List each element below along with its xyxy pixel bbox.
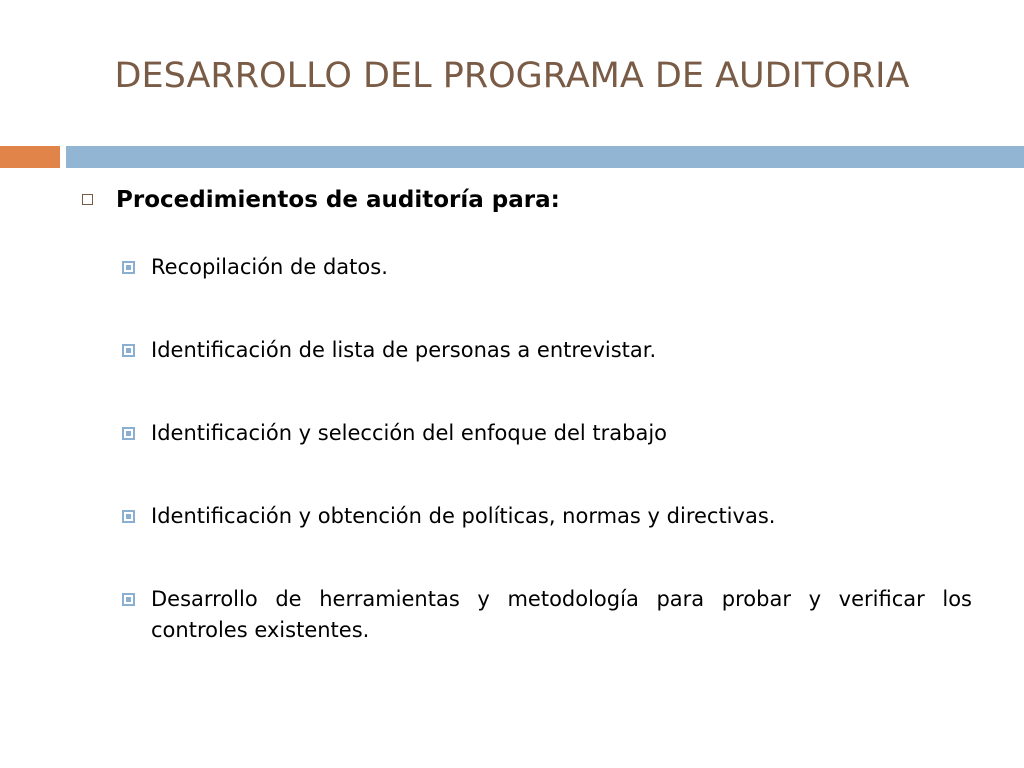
slide-title: DESARROLLO DEL PROGRAMA DE AUDITORIA xyxy=(114,56,910,96)
list-item-text: Identificación de lista de personas a entrevistar. xyxy=(151,338,657,362)
sub-bullet-list xyxy=(78,252,972,646)
list-item xyxy=(118,335,972,366)
square-bullet-icon xyxy=(122,593,135,606)
square-bullet-icon xyxy=(122,344,135,357)
square-bullet-icon xyxy=(122,427,135,440)
list-item xyxy=(118,418,972,449)
list-item xyxy=(118,252,972,283)
list-item-text: Recopilación de datos. xyxy=(151,255,388,279)
slide-content xyxy=(78,182,972,646)
main-bullet xyxy=(78,182,972,218)
main-bullet-text: Procedimientos de auditoría para: xyxy=(116,187,560,213)
hollow-square-bullet-icon xyxy=(82,194,93,205)
accent-bar-blue xyxy=(66,146,1024,168)
square-bullet-icon xyxy=(122,510,135,523)
list-item-text: Desarrollo de herramientas y metodología para probar y verificar los controles existentes. xyxy=(151,587,972,642)
list-item-text: Identificación y obtención de políticas, normas y directivas. xyxy=(151,504,776,528)
list-item xyxy=(118,584,972,646)
accent-bar-orange xyxy=(0,146,60,168)
square-bullet-icon xyxy=(122,261,135,274)
list-item xyxy=(118,501,972,532)
list-item-text: Identificación y selección del enfoque del trabajo xyxy=(151,421,667,445)
